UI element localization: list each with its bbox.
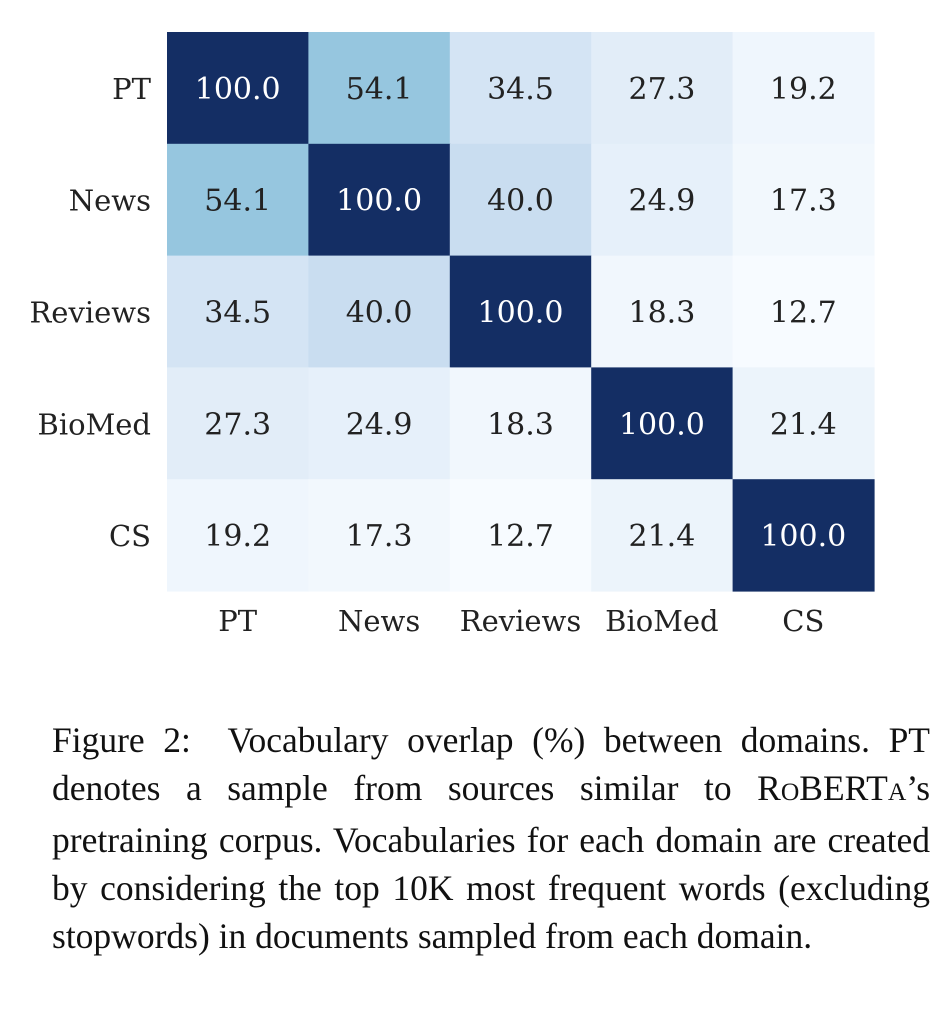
caption-label: Figure 2: bbox=[52, 720, 191, 760]
roberta-r: R bbox=[757, 768, 781, 808]
row-tick-label-biomed: BioMed bbox=[37, 407, 151, 442]
cell-value-label: 19.2 bbox=[769, 71, 837, 107]
cell-value-label: 100.0 bbox=[336, 183, 423, 219]
cell-value-label: 12.7 bbox=[769, 295, 837, 331]
cell-value-label: 100.0 bbox=[194, 71, 281, 107]
column-tick-label-pt: PT bbox=[218, 604, 258, 638]
cell-value-label: 27.3 bbox=[204, 407, 272, 443]
caption-text-part-2: ’s pretraining corpus. Vocabularies for each domain are created by considering the top 10K most frequent words (excluding stopwords) in documents sampled from each domain. bbox=[52, 768, 931, 956]
heatmap-row-tick-labels bbox=[29, 72, 151, 553]
row-tick-label-cs: CS bbox=[108, 519, 151, 554]
heatmap-column-tick-labels bbox=[218, 604, 824, 638]
cell-value-label: 17.3 bbox=[345, 519, 413, 555]
cell-value-label: 17.3 bbox=[769, 183, 837, 219]
caption-text-part-1: Vocabulary overlap (%) between domains. PT denotes a sample from sources similar to bbox=[52, 720, 930, 808]
roberta-a: A bbox=[887, 777, 907, 806]
cell-value-label: 21.4 bbox=[769, 407, 837, 443]
cell-value-label: 40.0 bbox=[487, 183, 554, 219]
cell-value-label: 24.9 bbox=[345, 407, 413, 443]
row-tick-label-pt: PT bbox=[112, 71, 151, 106]
cell-value-label: 100.0 bbox=[477, 295, 564, 331]
cell-value-label: 21.4 bbox=[628, 519, 696, 555]
cell-value-label: 100.0 bbox=[618, 407, 705, 443]
cell-value-label: 34.5 bbox=[204, 295, 272, 331]
cell-value-label: 40.0 bbox=[345, 295, 413, 331]
roberta-o: O bbox=[780, 777, 800, 806]
cell-value-label: 54.1 bbox=[204, 183, 272, 219]
row-tick-label-news: News bbox=[68, 183, 151, 218]
cell-value-label: 19.2 bbox=[204, 519, 272, 555]
cell-value-label: 18.3 bbox=[628, 295, 696, 331]
column-tick-label-news: News bbox=[337, 604, 421, 638]
column-tick-label-reviews: Reviews bbox=[459, 604, 582, 638]
cell-value-label: 24.9 bbox=[628, 183, 696, 219]
figure-caption bbox=[52, 716, 930, 960]
row-tick-label-reviews: Reviews bbox=[29, 295, 151, 330]
roberta-bert: BERT bbox=[799, 768, 888, 808]
roberta-name bbox=[757, 768, 906, 808]
cell-value-label: 27.3 bbox=[628, 71, 696, 107]
cell-value-label: 34.5 bbox=[487, 71, 554, 107]
cell-value-label: 54.1 bbox=[345, 71, 413, 107]
cell-value-label: 100.0 bbox=[760, 519, 847, 555]
cell-value-label: 18.3 bbox=[487, 407, 554, 443]
cell-value-label: 12.7 bbox=[487, 519, 554, 555]
column-tick-label-biomed: BioMed bbox=[605, 604, 719, 638]
column-tick-label-cs: CS bbox=[782, 604, 825, 638]
